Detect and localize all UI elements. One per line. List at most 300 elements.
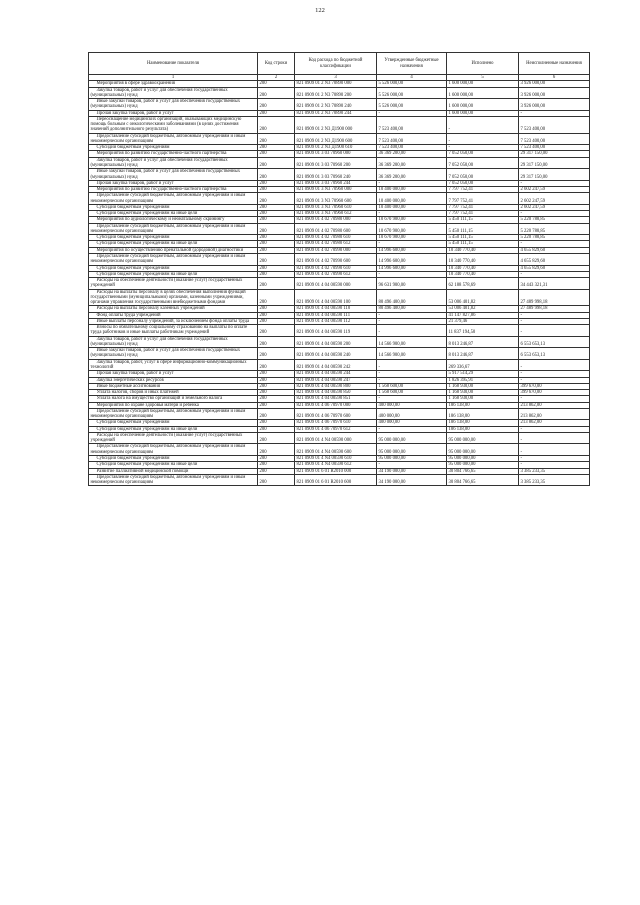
row-unexecuted-amount: 3 385 233,35 — [519, 474, 590, 486]
row-line-code: 200 — [258, 217, 295, 223]
row-unexecuted-amount: 3 926 000,00 — [519, 99, 590, 111]
row-indicator-name: Иные закупки товаров, работ и услуг для обеспечения государственных (муниципальных) нужд — [89, 348, 258, 360]
row-executed-amount: 30 804 766,65 — [447, 474, 519, 486]
row-approved-amount: - — [377, 359, 447, 371]
header-executed: Исполнено — [447, 53, 519, 75]
row-executed-amount: 186 138,00 — [447, 408, 519, 420]
row-executed-amount: 8 013 246,87 — [447, 348, 519, 360]
row-unexecuted-amount: 213 862,00 — [519, 408, 590, 420]
row-unexecuted-amount: 7 523 400,00 — [519, 145, 590, 151]
row-approved-amount: - — [377, 426, 447, 432]
row-unexecuted-amount: - — [519, 318, 590, 324]
row-unexecuted-amount: - — [519, 432, 590, 444]
row-approved-amount: - — [377, 312, 447, 318]
row-classification-code: 821 0909 01 4 02 70980 600 — [295, 223, 377, 235]
row-executed-amount: 1 600 000,00 — [447, 87, 519, 99]
column-number: 5 — [447, 75, 519, 81]
row-line-code: 200 — [258, 444, 295, 456]
row-line-code: 200 — [258, 116, 295, 133]
row-classification-code: 821 0909 01 4 04 00590 111 — [295, 312, 377, 318]
row-unexecuted-amount: - — [519, 377, 590, 383]
row-executed-amount: 1 600 000,00 — [447, 99, 519, 111]
row-unexecuted-amount: - — [519, 325, 590, 337]
row-executed-amount: 5 450 111,15 — [447, 223, 519, 235]
row-line-code: 200 — [258, 336, 295, 348]
row-classification-code: 821 0909 01 2 N3 70890 000 — [295, 81, 377, 87]
row-indicator-name: Переоснащение медицинских организаций, оказывающих медицинскую помощь больным с онкологическими заболеваниями (в целях достижения значений дополнительного результата) — [89, 116, 258, 133]
row-executed-amount: 5 917 514,29 — [447, 371, 519, 377]
table-row — [89, 133, 590, 145]
row-executed-amount: 5 450 111,15 — [447, 241, 519, 247]
row-line-code: 200 — [258, 99, 295, 111]
row-line-code: 200 — [258, 247, 295, 253]
row-unexecuted-amount: - — [519, 110, 590, 116]
row-classification-code: 821 0909 01 2 N3 Д1900 600 — [295, 133, 377, 145]
row-indicator-name: Взносы по обязательному социальному страхованию на выплаты по оплате труда работников и иные выплаты работникам учреждений — [89, 325, 258, 337]
row-indicator-name: Иные закупки товаров, работ и услуг для обеспечения государственных (муниципальных) нужд — [89, 99, 258, 111]
row-approved-amount: - — [377, 325, 447, 337]
row-unexecuted-amount: 6 553 653,13 — [519, 348, 590, 360]
row-executed-amount: 30 804 766,65 — [447, 468, 519, 474]
row-executed-amount: 7 797 752,41 — [447, 187, 519, 193]
row-executed-amount: 21 379,46 — [447, 318, 519, 324]
row-line-code: 200 — [258, 151, 295, 157]
row-unexecuted-amount: - — [519, 180, 590, 186]
header-unexecuted-appropriations: Неисполненные назначения — [519, 53, 590, 75]
row-classification-code: 821 0909 01 3 03 70960 240 — [295, 169, 377, 181]
row-approved-amount: 10 670 900,00 — [377, 235, 447, 241]
budget-execution-table — [88, 52, 590, 486]
row-indicator-name: Субсидии бюджетным учреждениям на иные цели — [89, 211, 258, 217]
row-executed-amount: 5 450 111,15 — [447, 235, 519, 241]
row-classification-code: 821 0909 01 4 04 00590 119 — [295, 325, 377, 337]
row-executed-amount: 11 837 194,50 — [447, 325, 519, 337]
row-classification-code: 821 0909 01 4 04 00590 850 — [295, 390, 377, 396]
row-approved-amount: - — [377, 396, 447, 402]
row-executed-amount: 10 340 770,40 — [447, 253, 519, 265]
row-classification-code: 821 0909 01 4 02 70990 600 — [295, 253, 377, 265]
row-approved-amount: 400 000,00 — [377, 420, 447, 426]
row-line-code: 200 — [258, 390, 295, 396]
row-classification-code: 821 0909 01 4 04 00590 112 — [295, 318, 377, 324]
row-classification-code: 821 0909 01 3 N3 70960 000 — [295, 187, 377, 193]
row-classification-code: 821 0909 01 2 N3 Д1900 610 — [295, 145, 377, 151]
row-approved-amount: - — [377, 462, 447, 468]
row-indicator-name: Уплата налогов, сборов и иных платежей — [89, 390, 258, 396]
row-approved-amount: - — [377, 241, 447, 247]
row-indicator-name: Предоставление субсидий бюджетным, автономным учреждениям и иным некоммерческим организациям — [89, 253, 258, 265]
row-indicator-name: Субсидии бюджетным учреждениям на иные цели — [89, 426, 258, 432]
row-indicator-name: Мероприятия по развитию государственно-частного партнерства — [89, 151, 258, 157]
row-line-code: 200 — [258, 81, 295, 87]
row-executed-amount: 7 052 050,00 — [447, 169, 519, 181]
row-indicator-name: Предоставление субсидий бюджетным, автономным учреждениям и иным некоммерческим организациям — [89, 133, 258, 145]
row-line-code: 200 — [258, 157, 295, 169]
row-indicator-name: Субсидии бюджетным учреждениям — [89, 145, 258, 151]
row-line-code: 200 — [258, 271, 295, 277]
row-executed-amount: 1 600 000,00 — [447, 81, 519, 87]
row-approved-amount: 5 526 000,00 — [377, 81, 447, 87]
row-line-code: 200 — [258, 235, 295, 241]
row-classification-code: 821 0909 01 4 06 70970 610 — [295, 420, 377, 426]
row-unexecuted-amount: 213 862,00 — [519, 402, 590, 408]
row-line-code: 200 — [258, 169, 295, 181]
row-indicator-name: Иные закупки товаров, работ и услуг для обеспечения государственных (муниципальных) нужд — [89, 169, 258, 181]
row-line-code: 200 — [258, 253, 295, 265]
row-executed-amount: 7 797 752,41 — [447, 193, 519, 205]
row-unexecuted-amount: 399 670,00 — [519, 390, 590, 396]
row-unexecuted-amount: - — [519, 456, 590, 462]
row-indicator-name: Расходы на обеспечение деятельности (оказание услуг) государственных учреждений — [89, 432, 258, 444]
row-classification-code: 821 0909 01 2 N3 Д1900 000 — [295, 116, 377, 133]
row-indicator-name: Иные бюджетные ассигнования — [89, 383, 258, 389]
row-executed-amount: 95 000 000,00 — [447, 462, 519, 468]
row-line-code: 200 — [258, 426, 295, 432]
row-executed-amount: 1 600 000,00 — [447, 110, 519, 116]
row-unexecuted-amount: - — [519, 312, 590, 318]
row-indicator-name: Субсидии бюджетным учреждениям — [89, 456, 258, 462]
row-classification-code: 821 0909 01 4 04 00590 110 — [295, 306, 377, 312]
row-line-code: 200 — [258, 325, 295, 337]
row-line-code: 200 — [258, 432, 295, 444]
row-indicator-name: Предоставление субсидий бюджетным, автономным учреждениям и иным некоммерческим организациям — [89, 193, 258, 205]
row-approved-amount: 34 190 000,00 — [377, 468, 447, 474]
header-line-code: Код строки — [258, 53, 295, 75]
row-classification-code: 821 0909 01 4 N4 00590 610 — [295, 456, 377, 462]
row-unexecuted-amount: 5 220 788,85 — [519, 217, 590, 223]
row-approved-amount: - — [377, 180, 447, 186]
table-row — [89, 325, 590, 337]
row-classification-code: 821 0909 01 4 04 00590 000 — [295, 278, 377, 290]
row-unexecuted-amount: 4 655 829,60 — [519, 253, 590, 265]
table-header-row — [89, 53, 590, 75]
row-classification-code: 821 0909 01 3 03 70960 244 — [295, 180, 377, 186]
row-line-code: 200 — [258, 306, 295, 312]
row-approved-amount: 95 000 000,00 — [377, 432, 447, 444]
row-line-code: 200 — [258, 420, 295, 426]
table-row — [89, 223, 590, 235]
header-indicator-name: Наименование показателя — [89, 53, 258, 75]
row-approved-amount: 95 000 000,00 — [377, 456, 447, 462]
table-row — [89, 336, 590, 348]
table-row — [89, 432, 590, 444]
row-approved-amount: 7 523 400,00 — [377, 133, 447, 145]
row-classification-code: 821 0909 01 4 02 70980 610 — [295, 235, 377, 241]
row-classification-code: 821 0909 01 4 02 70980 612 — [295, 241, 377, 247]
row-executed-amount: 186 138,00 — [447, 426, 519, 432]
row-indicator-name: Субсидии бюджетным учреждениям — [89, 265, 258, 271]
row-indicator-name: Субсидии бюджетным учреждениям на иные цели — [89, 462, 258, 468]
row-unexecuted-amount: 29 317 150,00 — [519, 151, 590, 157]
row-line-code: 200 — [258, 145, 295, 151]
row-line-code: 200 — [258, 187, 295, 193]
row-unexecuted-amount: 29 317 150,00 — [519, 169, 590, 181]
row-approved-amount: 14 996 600,00 — [377, 253, 447, 265]
row-approved-amount: 14 566 900,00 — [377, 336, 447, 348]
row-executed-amount: 62 188 578,69 — [447, 278, 519, 290]
row-classification-code: 821 0909 01 4 04 00590 100 — [295, 289, 377, 306]
row-executed-amount: 5 450 111,15 — [447, 217, 519, 223]
row-approved-amount: 14 996 600,00 — [377, 265, 447, 271]
row-classification-code: 821 0909 01 4 04 00590 247 — [295, 377, 377, 383]
row-approved-amount: 10 670 900,00 — [377, 223, 447, 235]
row-classification-code: 821 0909 01 3 03 70960 200 — [295, 157, 377, 169]
table-row — [89, 289, 590, 306]
table-row — [89, 444, 590, 456]
row-executed-amount: 95 000 000,00 — [447, 444, 519, 456]
row-indicator-name: Субсидии бюджетным учреждениям на иные цели — [89, 271, 258, 277]
row-approved-amount: 10 400 000,00 — [377, 193, 447, 205]
row-indicator-name: Субсидии бюджетным учреждениям — [89, 420, 258, 426]
row-classification-code: 821 0909 01 4 N4 00590 612 — [295, 462, 377, 468]
row-executed-amount: - — [447, 145, 519, 151]
row-indicator-name: Развитие паллиативной медицинской помощи — [89, 468, 258, 474]
row-approved-amount: 1 568 600,00 — [377, 390, 447, 396]
row-executed-amount: 1 168 930,00 — [447, 396, 519, 402]
row-classification-code: 821 0909 01 4 04 00590 242 — [295, 359, 377, 371]
row-indicator-name: Субсидии бюджетным учреждениям — [89, 235, 258, 241]
row-indicator-name: Расходы на выплаты персоналу в целях обеспечения выполнения функций государственными (муниципальными) органами, казенными учреждениями, органами управления государственными внебюджетными фондами — [89, 289, 258, 306]
row-line-code: 200 — [258, 408, 295, 420]
row-indicator-name: Закупка товаров, работ, услуг в сфере информационно-коммуникационных технологий — [89, 359, 258, 371]
row-unexecuted-amount: 5 220 788,85 — [519, 235, 590, 241]
row-unexecuted-amount: - — [519, 211, 590, 217]
column-number: 6 — [519, 75, 590, 81]
table-row — [89, 253, 590, 265]
row-approved-amount: 10 400 000,00 — [377, 204, 447, 210]
row-approved-amount: 80 496 400,00 — [377, 289, 447, 306]
row-indicator-name: Иные выплаты персоналу учреждений, за исключением фонда оплаты труда — [89, 318, 258, 324]
row-approved-amount: 36 369 200,00 — [377, 151, 447, 157]
row-unexecuted-amount: 5 220 788,85 — [519, 223, 590, 235]
row-approved-amount: - — [377, 377, 447, 383]
row-unexecuted-amount: - — [519, 241, 590, 247]
row-line-code: 200 — [258, 474, 295, 486]
row-executed-amount: 95 000 000,00 — [447, 432, 519, 444]
row-line-code: 200 — [258, 371, 295, 377]
row-indicator-name: Предоставление субсидий бюджетным, автономным учреждениям и иным некоммерческим организациям — [89, 223, 258, 235]
row-line-code: 200 — [258, 211, 295, 217]
table-row — [89, 193, 590, 205]
row-line-code: 200 — [258, 265, 295, 271]
row-unexecuted-amount: 399 670,00 — [519, 383, 590, 389]
row-unexecuted-amount: 7 523 400,00 — [519, 133, 590, 145]
row-line-code: 200 — [258, 348, 295, 360]
row-approved-amount: 34 190 000,00 — [377, 474, 447, 486]
table-row — [89, 408, 590, 420]
row-unexecuted-amount: - — [519, 359, 590, 371]
row-executed-amount: 41 147 827,86 — [447, 312, 519, 318]
table-row — [89, 157, 590, 169]
row-indicator-name: Расходы на обеспечение деятельности (оказание услуг) государственных учреждений — [89, 278, 258, 290]
row-executed-amount: 53 006 401,82 — [447, 306, 519, 312]
column-number: 3 — [295, 75, 377, 81]
row-line-code: 200 — [258, 87, 295, 99]
row-unexecuted-amount: 29 317 150,00 — [519, 157, 590, 169]
row-approved-amount: 14 996 600,00 — [377, 247, 447, 253]
row-indicator-name: Прочая закупка товаров, работ и услуг — [89, 110, 258, 116]
row-unexecuted-amount: - — [519, 444, 590, 456]
row-classification-code: 821 0909 01 4 02 70990 000 — [295, 247, 377, 253]
row-indicator-name: Мероприятия в сфере здравоохранения — [89, 81, 258, 87]
row-unexecuted-amount: 27 489 998,18 — [519, 289, 590, 306]
table-row — [89, 169, 590, 181]
row-indicator-name: Прочая закупка товаров, работ и услуг — [89, 180, 258, 186]
row-unexecuted-amount: 213 862,00 — [519, 420, 590, 426]
row-unexecuted-amount: 2 602 247,59 — [519, 187, 590, 193]
row-executed-amount: 7 797 752,41 — [447, 204, 519, 210]
row-indicator-name: Предоставление субсидий бюджетным, автономным учреждениям и иным некоммерческим организациям — [89, 444, 258, 456]
row-line-code: 200 — [258, 223, 295, 235]
row-approved-amount: 10 670 900,00 — [377, 217, 447, 223]
row-approved-amount: 1 568 600,00 — [377, 383, 447, 389]
row-line-code: 200 — [258, 402, 295, 408]
row-indicator-name: Мероприятия по осуществлению пренатальной (дородовой) диагностики — [89, 247, 258, 253]
row-unexecuted-amount: - — [519, 371, 590, 377]
row-executed-amount: 95 000 000,00 — [447, 456, 519, 462]
row-approved-amount: 96 631 900,00 — [377, 278, 447, 290]
row-executed-amount: 7 052 050,00 — [447, 157, 519, 169]
row-classification-code: 821 0909 01 6 01 R2010 000 — [295, 468, 377, 474]
row-approved-amount: 95 000 000,00 — [377, 444, 447, 456]
row-line-code: 200 — [258, 377, 295, 383]
row-indicator-name: Уплата налога на имущество организаций и земельного налога — [89, 396, 258, 402]
row-line-code: 200 — [258, 383, 295, 389]
row-classification-code: 821 0909 01 4 04 00590 244 — [295, 371, 377, 377]
row-line-code: 200 — [258, 359, 295, 371]
row-executed-amount: 10 340 770,40 — [447, 271, 519, 277]
row-line-code: 200 — [258, 133, 295, 145]
row-line-code: 200 — [258, 318, 295, 324]
row-executed-amount: 8 013 246,87 — [447, 336, 519, 348]
table-row — [89, 87, 590, 99]
row-executed-amount: 7 052 050,00 — [447, 180, 519, 186]
row-unexecuted-amount: 2 602 247,59 — [519, 193, 590, 205]
row-approved-amount: 400 000,00 — [377, 408, 447, 420]
row-line-code: 200 — [258, 468, 295, 474]
table-row — [89, 278, 590, 290]
row-indicator-name: Закупка товаров, работ и услуг для обеспечения государственных (муниципальных) нужд — [89, 336, 258, 348]
row-approved-amount: 36 369 200,00 — [377, 157, 447, 169]
table-row — [89, 99, 590, 111]
row-indicator-name: Предоставление субсидий бюджетным, автономным учреждениям и иным некоммерческим организациям — [89, 474, 258, 486]
row-executed-amount: - — [447, 116, 519, 133]
row-classification-code: 821 0909 01 3 N3 70960 610 — [295, 204, 377, 210]
row-indicator-name: Мероприятия по аудиологическому и неонатальному скринингу — [89, 217, 258, 223]
row-classification-code: 821 0909 01 4 06 70970 000 — [295, 402, 377, 408]
table-row — [89, 359, 590, 371]
column-number: 4 — [377, 75, 447, 81]
row-executed-amount: 10 340 770,40 — [447, 247, 519, 253]
row-classification-code: 821 0909 01 2 N3 70890 200 — [295, 87, 377, 99]
row-approved-amount: 400 000,00 — [377, 402, 447, 408]
header-budget-classification-code: Код расхода по бюджетной классификации — [295, 53, 377, 75]
row-line-code: 200 — [258, 289, 295, 306]
row-classification-code: 821 0909 01 3 N3 70960 600 — [295, 193, 377, 205]
row-unexecuted-amount: 4 655 829,60 — [519, 247, 590, 253]
row-approved-amount: 7 523 400,00 — [377, 116, 447, 133]
row-line-code: 200 — [258, 396, 295, 402]
row-approved-amount: 80 496 400,00 — [377, 306, 447, 312]
row-indicator-name: Закупка товаров, работ и услуг для обеспечения государственных (муниципальных) нужд — [89, 87, 258, 99]
row-line-code: 200 — [258, 180, 295, 186]
row-executed-amount: - — [447, 133, 519, 145]
row-approved-amount: - — [377, 371, 447, 377]
row-classification-code: 821 0909 01 2 N3 70890 244 — [295, 110, 377, 116]
row-line-code: 200 — [258, 456, 295, 462]
row-approved-amount: 14 566 900,00 — [377, 348, 447, 360]
row-indicator-name: Фонд оплаты труда учреждений — [89, 312, 258, 318]
row-classification-code: 821 0909 01 6 01 R2010 600 — [295, 474, 377, 486]
row-unexecuted-amount: 3 385 233,35 — [519, 468, 590, 474]
row-unexecuted-amount: 27 489 998,18 — [519, 306, 590, 312]
row-classification-code: 821 0909 01 3 03 70960 000 — [295, 151, 377, 157]
row-approved-amount: 7 523 400,00 — [377, 145, 447, 151]
row-line-code: 200 — [258, 193, 295, 205]
row-executed-amount: 1 168 930,00 — [447, 390, 519, 396]
row-classification-code: 821 0909 01 4 N4 00590 600 — [295, 444, 377, 456]
row-indicator-name: Субсидии бюджетным учреждениям — [89, 204, 258, 210]
row-line-code: 200 — [258, 278, 295, 290]
row-executed-amount: 186 138,00 — [447, 402, 519, 408]
row-unexecuted-amount: 4 655 829,60 — [519, 265, 590, 271]
row-unexecuted-amount: 6 553 653,13 — [519, 336, 590, 348]
row-approved-amount: 5 526 000,00 — [377, 87, 447, 99]
row-indicator-name: Расходы на выплаты персоналу казенных учреждений — [89, 306, 258, 312]
table-row — [89, 116, 590, 133]
table-body — [89, 81, 590, 486]
row-unexecuted-amount: - — [519, 396, 590, 402]
row-executed-amount: 7 052 050,00 — [447, 151, 519, 157]
row-approved-amount: - — [377, 318, 447, 324]
table-row — [89, 348, 590, 360]
page-number: 122 — [315, 7, 325, 14]
row-classification-code: 821 0909 01 4 04 00590 851 — [295, 396, 377, 402]
row-classification-code: 821 0909 01 4 04 00590 240 — [295, 348, 377, 360]
row-approved-amount: - — [377, 271, 447, 277]
row-classification-code: 821 0909 01 4 02 70980 000 — [295, 217, 377, 223]
row-executed-amount: 1 168 930,00 — [447, 383, 519, 389]
row-unexecuted-amount: - — [519, 271, 590, 277]
row-classification-code: 821 0909 01 4 06 70970 612 — [295, 426, 377, 432]
row-classification-code: 821 0909 01 4 N4 00590 000 — [295, 432, 377, 444]
row-line-code: 200 — [258, 312, 295, 318]
row-executed-amount: 53 006 401,82 — [447, 289, 519, 306]
row-indicator-name: Субсидии бюджетным учреждениям на иные цели — [89, 241, 258, 247]
row-executed-amount: 7 797 752,41 — [447, 211, 519, 217]
row-executed-amount: 269 336,67 — [447, 359, 519, 371]
row-classification-code: 821 0909 01 4 06 70970 600 — [295, 408, 377, 420]
row-classification-code: 821 0909 01 3 N3 70960 612 — [295, 211, 377, 217]
row-executed-amount: 10 340 770,40 — [447, 265, 519, 271]
row-executed-amount: 1 826 395,91 — [447, 377, 519, 383]
row-indicator-name: Закупка энергетических ресурсов — [89, 377, 258, 383]
column-number: 2 — [258, 75, 295, 81]
row-unexecuted-amount: - — [519, 426, 590, 432]
row-unexecuted-amount: 2 602 247,59 — [519, 204, 590, 210]
row-line-code: 200 — [258, 204, 295, 210]
row-approved-amount: - — [377, 110, 447, 116]
table-row — [89, 474, 590, 486]
row-unexecuted-amount: 3 926 000,00 — [519, 87, 590, 99]
row-line-code: 200 — [258, 110, 295, 116]
row-unexecuted-amount: 3 926 000,00 — [519, 81, 590, 87]
row-line-code: 200 — [258, 241, 295, 247]
row-indicator-name: Предоставление субсидий бюджетным, автономным учреждениям и иным некоммерческим организациям — [89, 408, 258, 420]
row-classification-code: 821 0909 01 4 02 70990 612 — [295, 271, 377, 277]
row-classification-code: 821 0909 01 4 02 70990 610 — [295, 265, 377, 271]
row-indicator-name: Мероприятия по развитию государственно-частного партнерства — [89, 187, 258, 193]
